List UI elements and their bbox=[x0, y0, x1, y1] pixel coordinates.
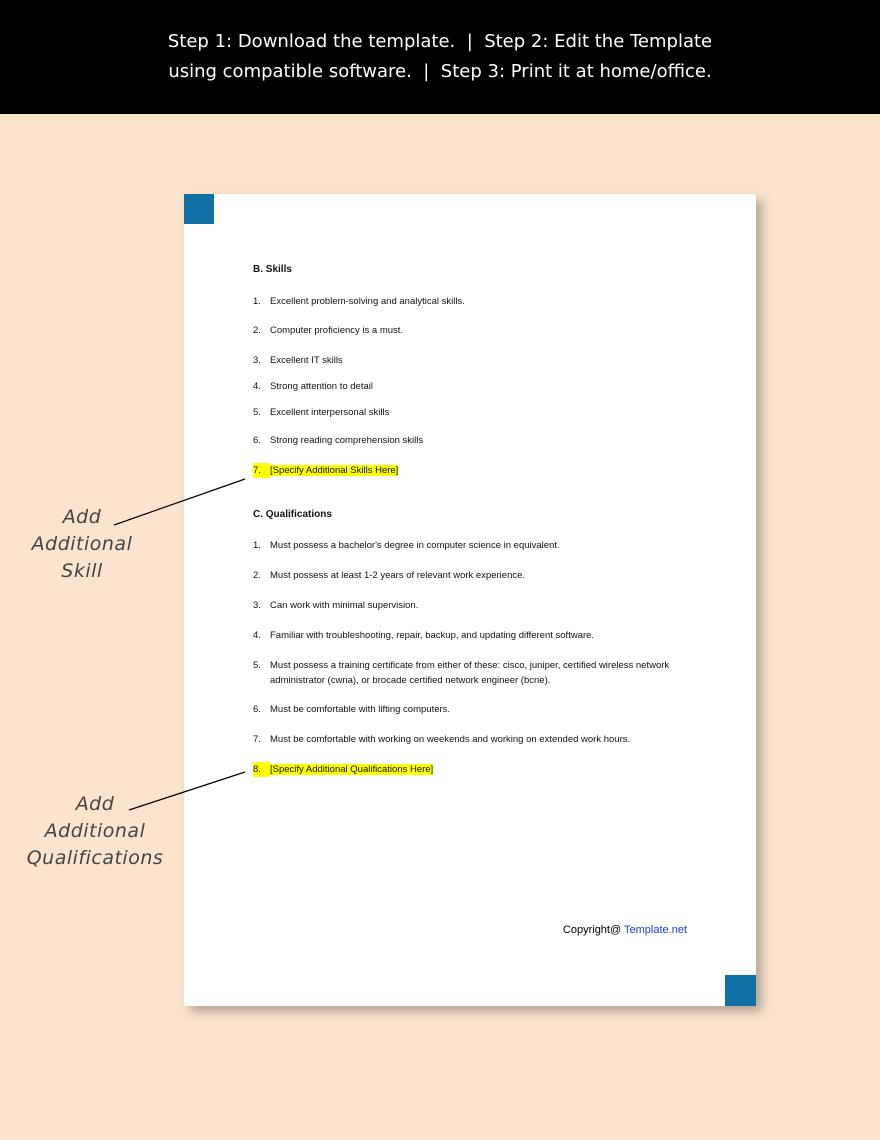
copyright-prefix: Copyright@ bbox=[562, 924, 625, 936]
skill-number: 6. bbox=[253, 435, 261, 446]
qualification-number: 2. bbox=[253, 570, 261, 581]
skill-text: Strong attention to detail bbox=[270, 381, 373, 392]
add-qualifications-annotation bbox=[10, 791, 180, 872]
banner-line-1: Step 1: Download the template. | Step 2: Edit the Template bbox=[167, 31, 713, 52]
skill-text: Computer proficiency is a must. bbox=[270, 325, 404, 336]
skill-number: 7. bbox=[253, 463, 270, 478]
skill-text: Excellent problem-solving and analytical skills. bbox=[270, 296, 465, 307]
annotation-line: Add bbox=[62, 506, 102, 528]
qualification-number: 8. bbox=[253, 762, 270, 777]
qualification-text: Familiar with troubleshooting, repair, backup, and updating different software. bbox=[270, 630, 595, 641]
annotation-line: Add bbox=[75, 793, 115, 815]
banner-line-2: using compatible software. | Step 3: Print it at home/office. bbox=[168, 61, 712, 82]
skill-number: 4. bbox=[253, 381, 261, 392]
annotation-line: Qualifications bbox=[26, 847, 164, 869]
annotation-line: Skill bbox=[61, 560, 103, 582]
qualification-text: Must be comfortable with working on weekends and working on extended work hours. bbox=[270, 734, 631, 745]
qualification-number: 1. bbox=[253, 540, 261, 551]
qualification-number: 6. bbox=[253, 704, 261, 715]
qualification-number: 4. bbox=[253, 630, 261, 641]
skills-heading: B. Skills bbox=[253, 264, 292, 275]
qualifications-heading: C. Qualifications bbox=[253, 509, 332, 520]
skill-text: Excellent IT skills bbox=[270, 355, 343, 366]
template-net-link[interactable]: Template.net bbox=[624, 924, 687, 936]
qualification-text: Must possess a bachelor's degree in computer science in equivalent. bbox=[270, 540, 560, 551]
qualification-placeholder-text[interactable]: [Specify Additional Qualifications Here] bbox=[270, 764, 434, 775]
add-skill-annotation bbox=[14, 504, 150, 585]
qualification-number: 5. bbox=[253, 660, 261, 671]
skill-number: 5. bbox=[253, 407, 261, 418]
annotation-line: Additional bbox=[31, 533, 133, 555]
skill-placeholder-text[interactable]: [Specify Additional Skills Here] bbox=[270, 465, 399, 476]
skill-number: 2. bbox=[253, 325, 261, 336]
skill-number: 3. bbox=[253, 355, 261, 366]
annotation-line: Additional bbox=[44, 820, 146, 842]
skill-number: 1. bbox=[253, 296, 261, 307]
qualification-text: Must possess a training certificate from either of these: cisco, juniper, certified wireless network administrator (cwna), or brocade certified network engineer (bcne). bbox=[270, 660, 670, 686]
qualification-number: 3. bbox=[253, 600, 261, 611]
qualification-number: 7. bbox=[253, 734, 261, 745]
qualification-text: Must be comfortable with lifting computers. bbox=[270, 704, 451, 715]
skill-text: Strong reading comprehension skills bbox=[270, 435, 424, 446]
qualification-text: Must possess at least 1-2 years of relevant work experience. bbox=[270, 570, 526, 581]
skill-text: Excellent interpersonal skills bbox=[270, 407, 390, 418]
qualification-text: Can work with minimal supervision. bbox=[270, 600, 419, 611]
